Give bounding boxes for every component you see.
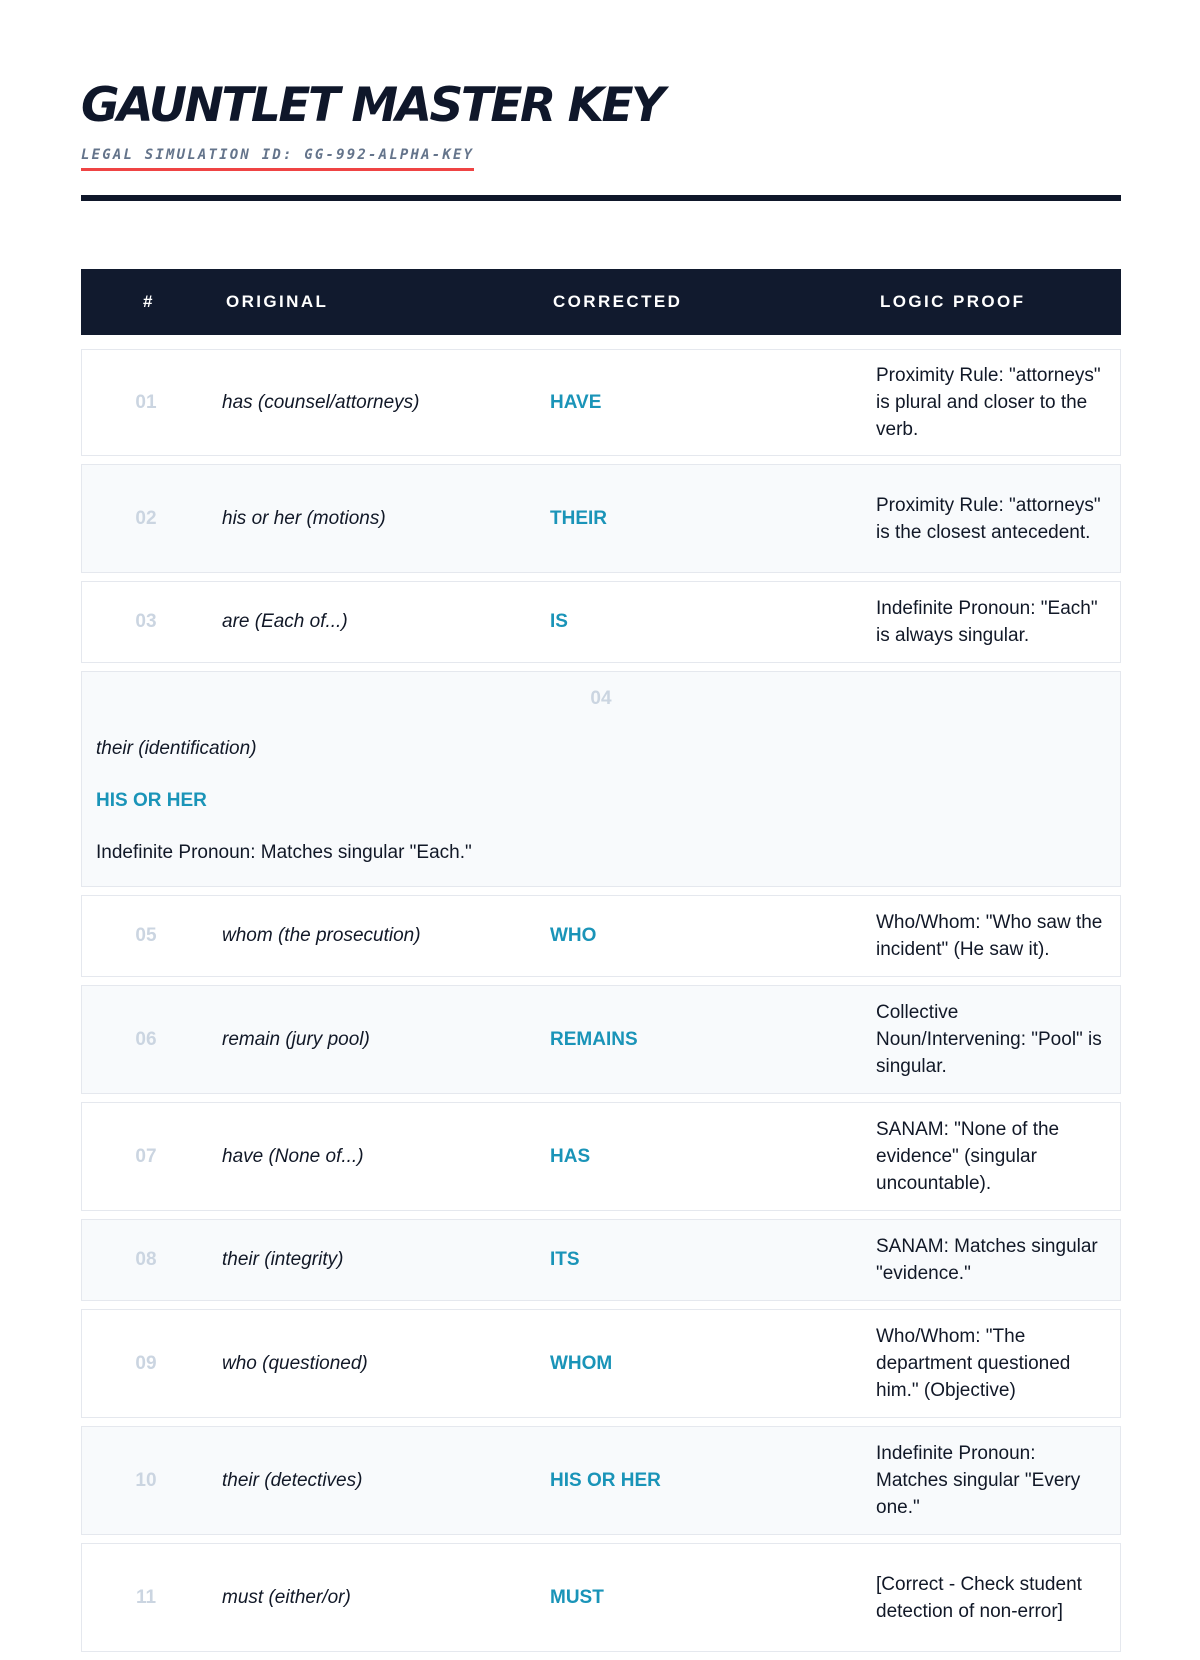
original-text: who (questioned) xyxy=(222,1352,368,1374)
corrected-text: HAVE xyxy=(550,391,602,413)
corrected-text: HIS OR HER xyxy=(550,1469,661,1491)
column-header-logic-proof: LOGIC PROOF xyxy=(880,292,1026,311)
original-text: his or her (motions) xyxy=(222,507,386,529)
row-number: 03 xyxy=(135,611,157,632)
logic-proof: Proximity Rule: "attorneys" is plural and closer to the verb. xyxy=(876,365,1101,440)
table-row-stacked xyxy=(81,671,1121,887)
corrected-text: ITS xyxy=(550,1249,580,1270)
table-row xyxy=(81,1543,1121,1652)
table-row xyxy=(81,581,1121,663)
original-text: have (None of...) xyxy=(222,1145,364,1167)
corrected-text: THEIR xyxy=(550,507,607,529)
corrected-text: REMAINS xyxy=(550,1028,638,1050)
page-title: GAUNTLET MASTER KEY xyxy=(81,78,663,133)
column-header-corrected: CORRECTED xyxy=(553,292,683,311)
table-row xyxy=(81,349,1121,456)
simulation-id: LEGAL SIMULATION ID: GG-992-ALPHA-KEY xyxy=(81,147,474,171)
original-text: their (detectives) xyxy=(222,1469,363,1491)
table-row xyxy=(81,1426,1121,1535)
column-header-original: ORIGINAL xyxy=(226,292,329,311)
logic-proof: Who/Whom: "The department questioned him." (Objective) xyxy=(876,1326,1071,1401)
original-text: are (Each of...) xyxy=(222,611,348,632)
logic-proof: Collective Noun/Intervening: "Pool" is singular. xyxy=(876,1002,1102,1077)
row-number: 07 xyxy=(135,1145,157,1167)
column-header-number: # xyxy=(143,292,155,311)
logic-proof: [Correct - Check student detection of non-error] xyxy=(876,1573,1082,1622)
table-row xyxy=(81,1219,1121,1301)
logic-proof: SANAM: "None of the evidence" (singular uncountable). xyxy=(876,1119,1060,1194)
corrected-text: HIS OR HER xyxy=(96,790,207,811)
answer-key-page xyxy=(81,0,1121,1622)
logic-proof: Proximity Rule: "attorneys" is the closest antecedent. xyxy=(876,494,1101,543)
original-text: remain (jury pool) xyxy=(222,1028,370,1050)
corrected-text: HAS xyxy=(550,1145,591,1167)
row-number: 08 xyxy=(135,1249,157,1270)
logic-proof: Indefinite Pronoun: Matches singular "Every one." xyxy=(876,1443,1081,1518)
logic-proof: Indefinite Pronoun: "Each" is always singular. xyxy=(876,598,1098,646)
original-text: must (either/or) xyxy=(222,1586,351,1608)
logic-proof: SANAM: Matches singular "evidence." xyxy=(876,1236,1098,1284)
logic-proof: Indefinite Pronoun: Matches singular "Each." xyxy=(96,842,472,863)
table-row xyxy=(81,1102,1121,1211)
corrected-text: IS xyxy=(550,611,568,632)
table-row xyxy=(81,895,1121,977)
table-header xyxy=(81,269,1121,335)
corrected-text: MUST xyxy=(550,1586,604,1608)
row-number: 02 xyxy=(135,507,157,529)
table-row xyxy=(81,464,1121,573)
row-number: 06 xyxy=(135,1028,157,1050)
row-number: 10 xyxy=(135,1469,157,1491)
corrected-text: WHO xyxy=(550,925,597,946)
table-row xyxy=(81,985,1121,1094)
table-body xyxy=(81,349,1121,1660)
table-row xyxy=(81,1309,1121,1418)
header-divider xyxy=(81,195,1121,201)
original-text: their (identification) xyxy=(96,738,257,759)
corrected-text: WHOM xyxy=(550,1352,613,1374)
original-text: their (integrity) xyxy=(222,1249,344,1270)
original-text: has (counsel/attorneys) xyxy=(222,391,420,413)
row-number: 05 xyxy=(135,925,157,946)
row-number: 11 xyxy=(135,1586,157,1608)
row-number: 01 xyxy=(135,391,157,413)
logic-proof: Who/Whom: "Who saw the incident" (He saw it). xyxy=(876,912,1103,960)
row-number: 04 xyxy=(590,688,612,709)
row-number: 09 xyxy=(135,1352,157,1374)
original-text: whom (the prosecution) xyxy=(222,925,421,946)
